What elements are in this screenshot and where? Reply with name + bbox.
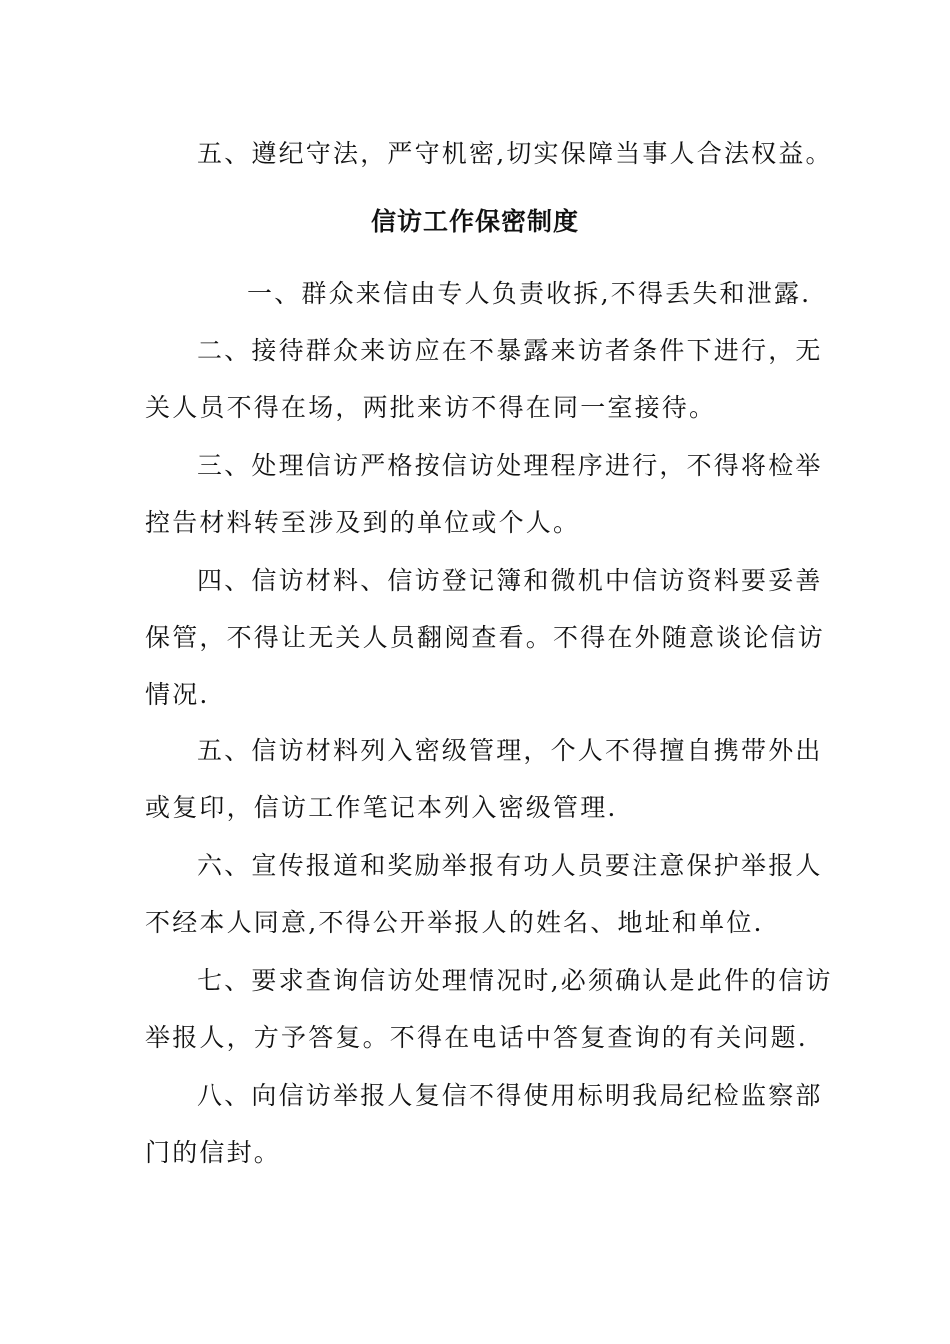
item-4-line-2: 保管，不得让无关人员翻阅查看。不得在外随意谈论信访 [145,623,826,652]
item-4-line-1: 四、信访材料、信访登记簿和微机中信访资料要妥善 [197,566,823,595]
item-8-line-1: 八、向信访举报人复信不得使用标明我局纪检监察部 [197,1081,823,1110]
item-5-line-2: 或复印，信访工作笔记本列入密级管理. [145,793,618,822]
item-6-line-1: 六、宣传报道和奖励举报有功人员要注意保护举报人 [197,851,823,880]
item-4-line-3: 情况. [145,680,210,709]
item-2-line-2: 关人员不得在场，两批来访不得在同一室接待。 [145,393,717,422]
page-title: 信访工作保密制度 [370,207,579,236]
previous-item-5: 五、遵纪守法，严守机密,切实保障当事人合法权益。 [197,139,833,168]
item-3-line-1: 三、处理信访严格按信访处理程序进行，不得将检举 [197,451,823,480]
item-1-line-1: 一、群众来信由专人负责收拆,不得丢失和泄露. [247,279,812,308]
item-5-line-1: 五、信访材料列入密级管理，个人不得擅自携带外出 [197,736,823,765]
item-2-line-1: 二、接待群众来访应在不暴露来访者条件下进行，无 [197,336,823,365]
item-8-line-2: 门的信封。 [145,1138,282,1167]
item-7-line-1: 七、要求查询信访处理情况时,必须确认是此件的信访 [197,966,833,995]
item-6-line-2: 不经本人同意,不得公开举报人的姓名、地址和单位. [145,908,764,937]
item-7-line-2: 举报人，方予答复。不得在电话中答复查询的有关问题. [145,1023,808,1052]
item-3-line-2: 控告材料转至涉及到的单位或个人。 [145,508,581,537]
